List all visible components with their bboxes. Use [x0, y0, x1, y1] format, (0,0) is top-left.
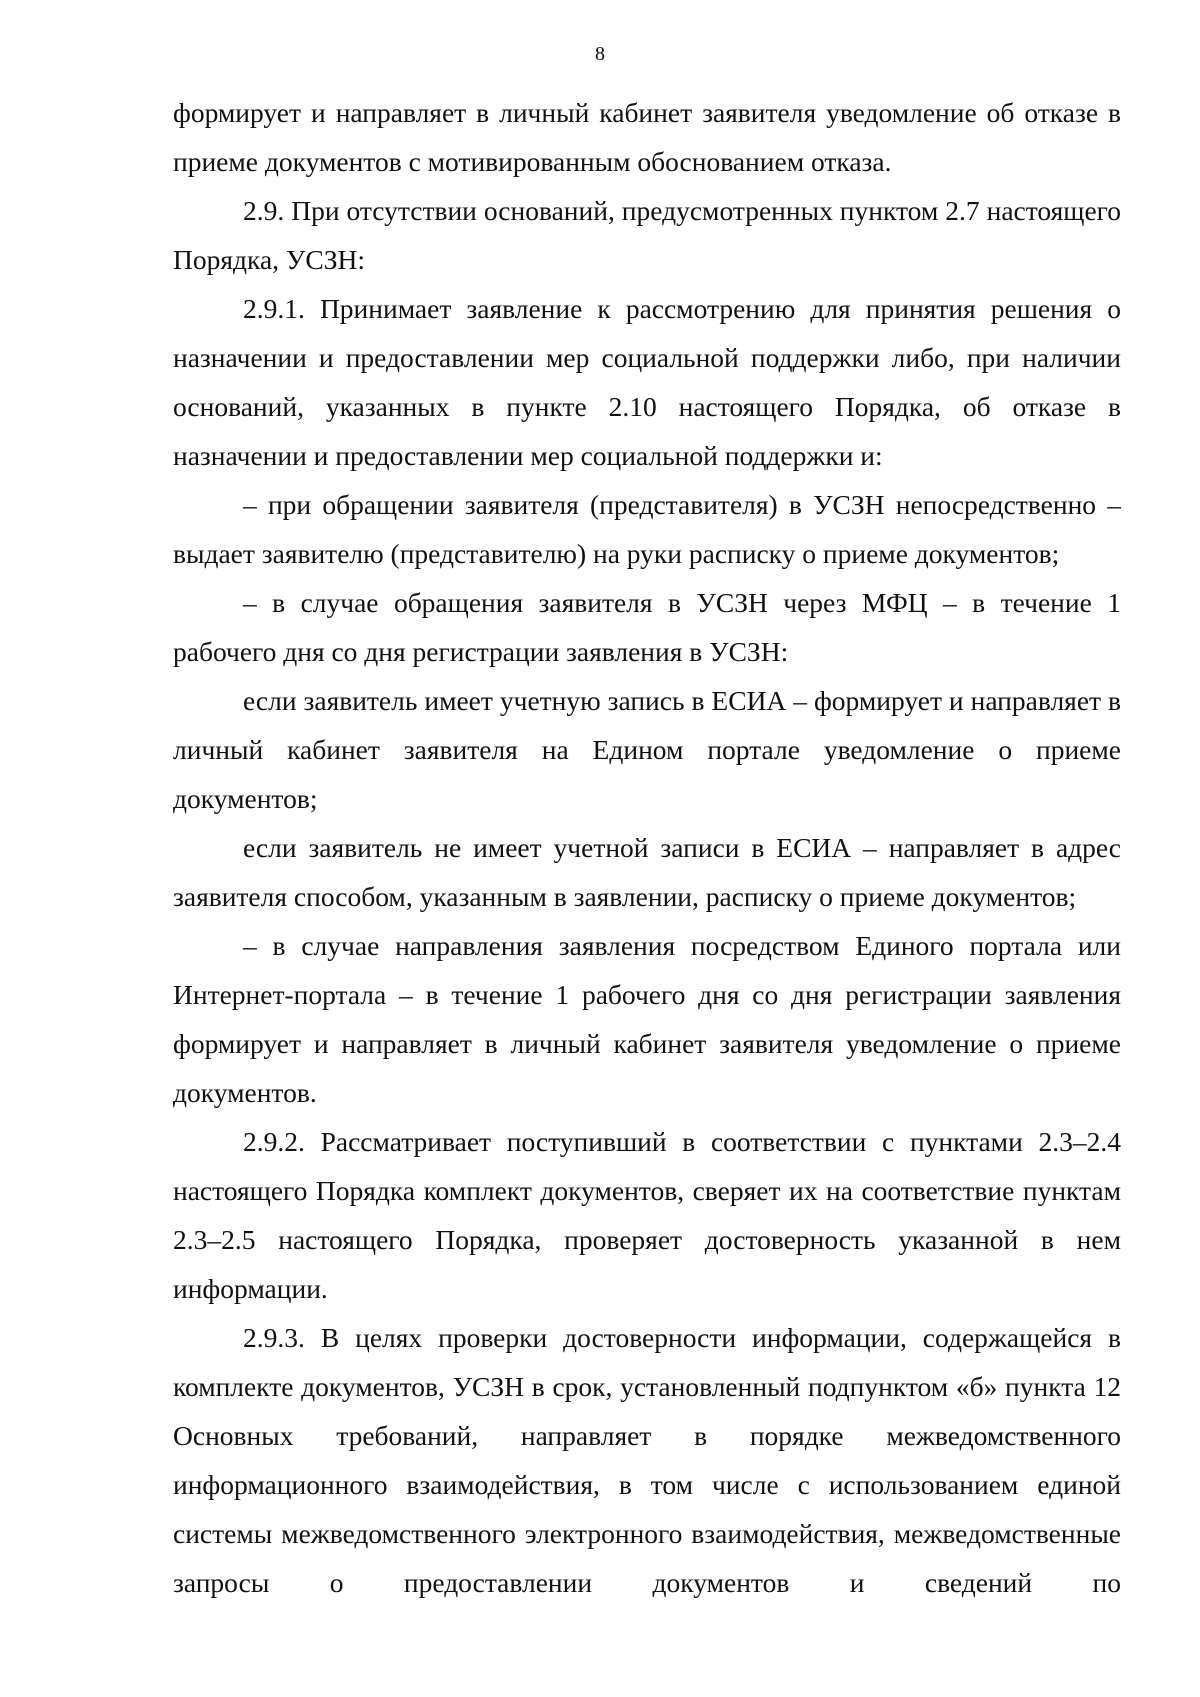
paragraph-2-9-2: 2.9.2. Рассматривает поступивший в соответствии с пунктами 2.3–2.4 настоящего Порядка комплект документов, сверяет их на соответствие пунктам 2.3–2.5 настоящего Порядка, проверяет достоверность указанной в нем информации. [173, 1126, 1121, 1304]
paragraph-direct-application: – при обращении заявителя (представителя) в УСЗН непосредственно – выдает заявителю (представителю) на руки расписку о приеме документов; [173, 489, 1121, 569]
paragraph-no-esia-account: если заявитель не имеет учетной записи в ЕСИА – направляет в адрес заявителя способом, указанным в заявлении, расписку о приеме документов; [173, 832, 1121, 912]
paragraph-2-9: 2.9. При отсутствии оснований, предусмотренных пунктом 2.7 настоящего Порядка, УСЗН: [173, 195, 1121, 275]
paragraph-refusal-notice: формирует и направляет в личный кабинет заявителя уведомление об отказе в приеме документов с мотивированным обоснованием отказа. [173, 97, 1121, 177]
document-body [173, 88, 1121, 1607]
paragraph-portal-application: – в случае направления заявления посредством Единого портала или Интернет-портала – в течение 1 рабочего дня со дня регистрации заявления формирует и направляет в личный кабинет заявителя уведомление о приеме документов. [173, 930, 1121, 1108]
paragraph-mfc-application: – в случае обращения заявителя в УСЗН через МФЦ – в течение 1 рабочего дня со дня регистрации заявления в УСЗН: [173, 587, 1121, 667]
paragraph-2-9-3: 2.9.3. В целях проверки достоверности информации, содержащейся в комплекте документов, УСЗН в срок, установленный подпунктом «б» пункта 12 Основных требований, направляет в порядке межведомственного информационного взаимодействия, в том числе с использованием единой системы межведомственного электронного взаимодействия, межведомственные запросы о предоставлении документов и сведений по [173, 1322, 1121, 1598]
page-number: 8 [595, 43, 605, 65]
paragraph-2-9-1: 2.9.1. Принимает заявление к рассмотрению для принятия решения о назначении и предоставлении мер социальной поддержки либо, при наличии оснований, указанных в пункте 2.10 настоящего Порядка, об отказе в назначении и предоставлении мер социальной поддержки и: [173, 293, 1121, 471]
paragraph-esia-account: если заявитель имеет учетную запись в ЕСИА – формирует и направляет в личный кабинет заявителя на Едином портале уведомление о приеме документов; [173, 685, 1121, 814]
